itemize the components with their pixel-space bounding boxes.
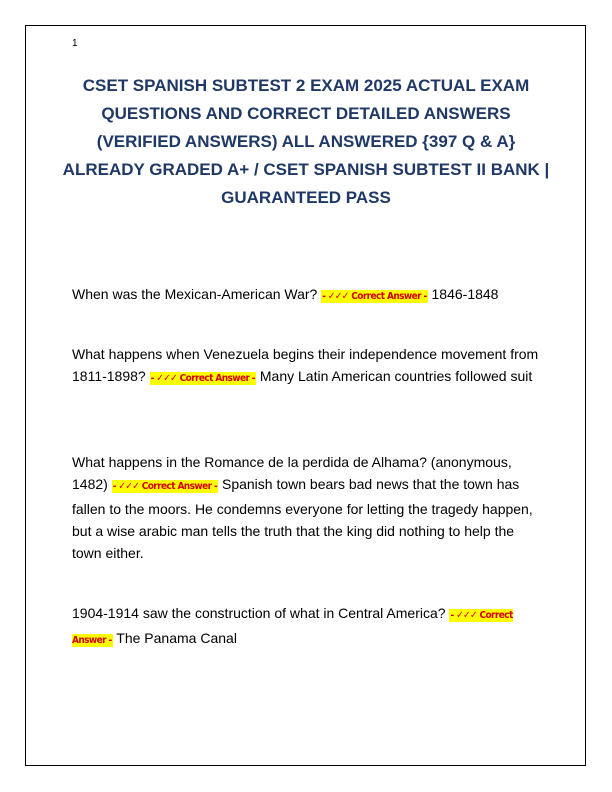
qa-item — [72, 283, 542, 308]
answer-text: The Panama Canal — [116, 630, 237, 646]
correct-answer-tag: - ✓✓✓ Correct Answer - — [322, 291, 427, 302]
question-text: When was the Mexican-American War? — [72, 286, 318, 302]
qa-item — [72, 343, 542, 390]
document-title: CSET SPANISH SUBTEST 2 EXAM 2025 ACTUAL EXAM QUESTIONS AND CORRECT DETAILED ANSWERS (VERIFIED ANSWERS) ALL ANSWERED {397 Q & A} ALREADY GRADED A+ / CSET SPANISH SUBTEST II BANK | GUARANTEED PASS — [62, 76, 550, 207]
page-number: 1 — [72, 38, 78, 49]
answer-text: Spanish town bears bad news that the town has fallen to the moors. He condemns everyone for letting the tragedy happen, but a wise arabic man tells the truth that the king did nothing to help the town either. — [72, 476, 533, 561]
answer-text: 1846-1848 — [431, 286, 499, 302]
correct-answer-tag: - ✓✓✓ Correct Answer - — [150, 373, 255, 384]
correct-answer-tag: - ✓✓✓ Correct Answer - — [112, 481, 218, 492]
correct-answer-tag: - ✓✓✓ Correct Answer - — [72, 610, 513, 646]
question-text: 1904-1914 saw the construction of what in Central America? — [72, 605, 446, 621]
question-text: What happens when Venezuela begins their independence movement from 1811-1898? — [72, 346, 539, 384]
qa-item — [72, 451, 542, 564]
answer-text: Many Latin American countries followed suit — [259, 368, 533, 384]
question-text: What happens in the Romance de la perdida de Alhama? (anonymous, 1482) — [72, 454, 512, 492]
qa-item — [72, 602, 542, 652]
